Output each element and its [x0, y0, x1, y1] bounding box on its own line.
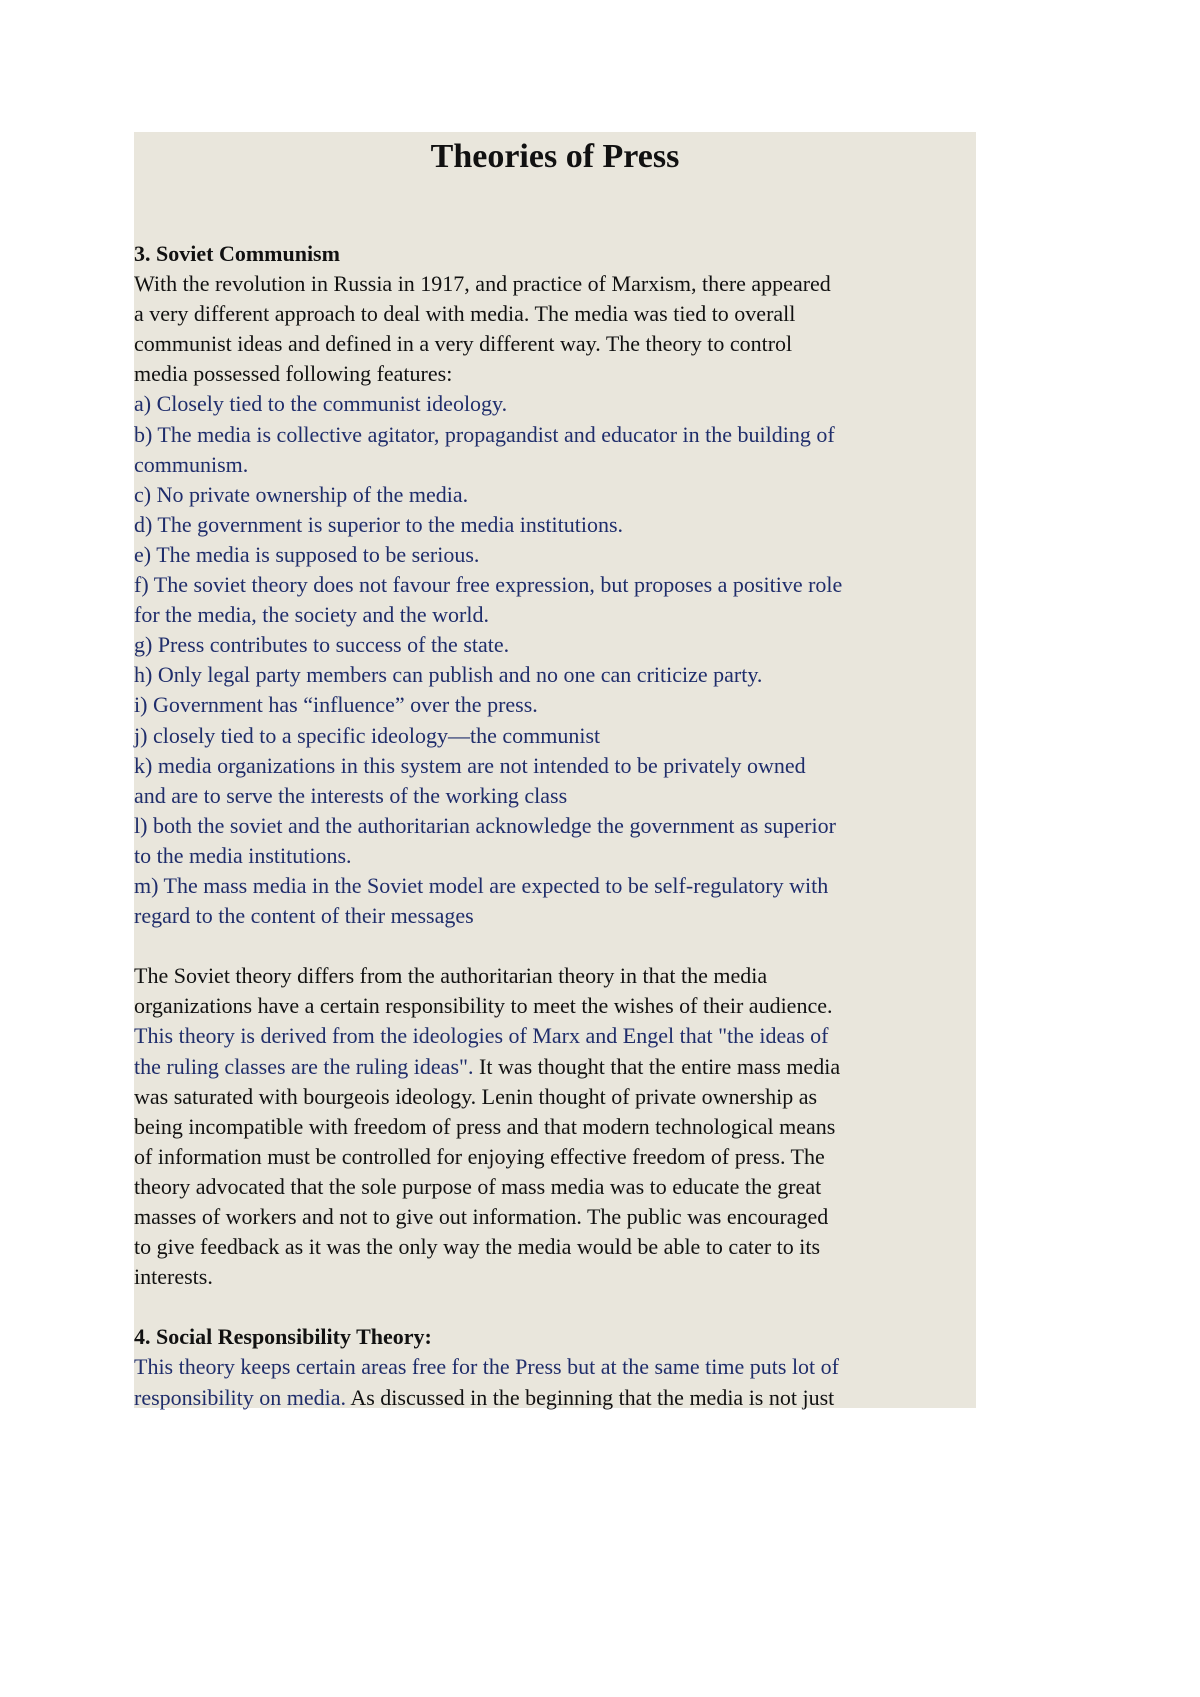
feature-list-item: to the media institutions. — [134, 842, 352, 868]
paragraph-line-mixed — [134, 1052, 984, 1082]
paragraph-spacer — [134, 931, 984, 961]
plain-run: It was thought that the entire mass media — [473, 1053, 841, 1079]
feature-list-item: f) The soviet theory does not favour free expression, but proposes a positive role — [134, 572, 843, 598]
paragraph-line: organizations have a certain responsibility to meet the wishes of their audience. — [134, 993, 833, 1019]
paragraph-line-highlight: This theory is derived from the ideologies of Marx and Engel that "the ideas of — [134, 1023, 829, 1049]
paragraph-line: to give feedback as it was the only way the media would be able to cater to its — [134, 1234, 821, 1260]
paragraph-line: With the revolution in Russia in 1917, and practice of Marxism, there appeared — [134, 271, 831, 297]
paragraph-line: The Soviet theory differs from the authoritarian theory in that the media — [134, 963, 768, 989]
paragraph-line: theory advocated that the sole purpose of mass media was to educate the great — [134, 1173, 822, 1199]
feature-list-item: g) Press contributes to success of the state. — [134, 632, 510, 658]
paragraph-line: a very different approach to deal with media. The media was tied to overall — [134, 301, 796, 327]
feature-list-item: d) The government is superior to the media institutions. — [134, 511, 624, 537]
paragraph-line: being incompatible with freedom of press and that modern technological means — [134, 1113, 836, 1139]
paragraph-line-mixed — [134, 1383, 984, 1413]
paragraph-spacer — [134, 1292, 984, 1322]
highlight-run: the ruling classes are the ruling ideas". — [134, 1053, 474, 1079]
feature-list-item: a) Closely tied to the communist ideology. — [134, 391, 508, 417]
feature-list-item: and are to serve the interests of the working class — [134, 782, 568, 808]
section-heading-soviet: 3. Soviet Communism — [134, 241, 340, 266]
plain-run: As discussed in the beginning that the media is not just — [346, 1384, 835, 1410]
feature-list-item: h) Only legal party members can publish and no one can criticize party. — [134, 662, 763, 688]
paragraph-line: masses of workers and not to give out information. The public was encouraged — [134, 1204, 829, 1229]
paragraph-line: was saturated with bourgeois ideology. Lenin thought of private ownership as — [134, 1083, 818, 1109]
feature-list-item: i) Government has “influence” over the press. — [134, 692, 538, 718]
feature-list-item: for the media, the society and the world. — [134, 602, 489, 628]
paragraph-line: communist ideas and defined in a very different way. The theory to control — [134, 331, 793, 357]
feature-list-item: k) media organizations in this system are not intended to be privately owned — [134, 752, 806, 778]
paragraph-line: of information must be controlled for enjoying effective freedom of press. The — [134, 1143, 825, 1169]
highlight-run: responsibility on media. — [134, 1384, 347, 1410]
paragraph-line: interests. — [134, 1264, 213, 1290]
feature-list-item: b) The media is collective agitator, propagandist and educator in the building of — [134, 421, 835, 447]
paragraph-line: media possessed following features: — [134, 361, 453, 387]
feature-list-item: c) No private ownership of the media. — [134, 481, 469, 507]
feature-list-item: j) closely tied to a specific ideology—the communist — [134, 722, 601, 748]
feature-list-item: regard to the content of their messages — [134, 903, 474, 929]
feature-list-item: e) The media is supposed to be serious. — [134, 541, 480, 567]
paragraph-line-highlight: This theory keeps certain areas free for the Press but at the same time puts lot of — [134, 1354, 839, 1380]
section-heading-social-responsibility: 4. Social Responsibility Theory: — [134, 1324, 432, 1350]
feature-list-item: communism. — [134, 451, 249, 477]
feature-list-item: m) The mass media in the Soviet model are expected to be self-regulatory with — [134, 872, 829, 898]
feature-list-item: l) both the soviet and the authoritarian acknowledge the government as superior — [134, 812, 836, 838]
page-title: Theories of Press — [430, 138, 680, 175]
document-body — [134, 239, 984, 1413]
